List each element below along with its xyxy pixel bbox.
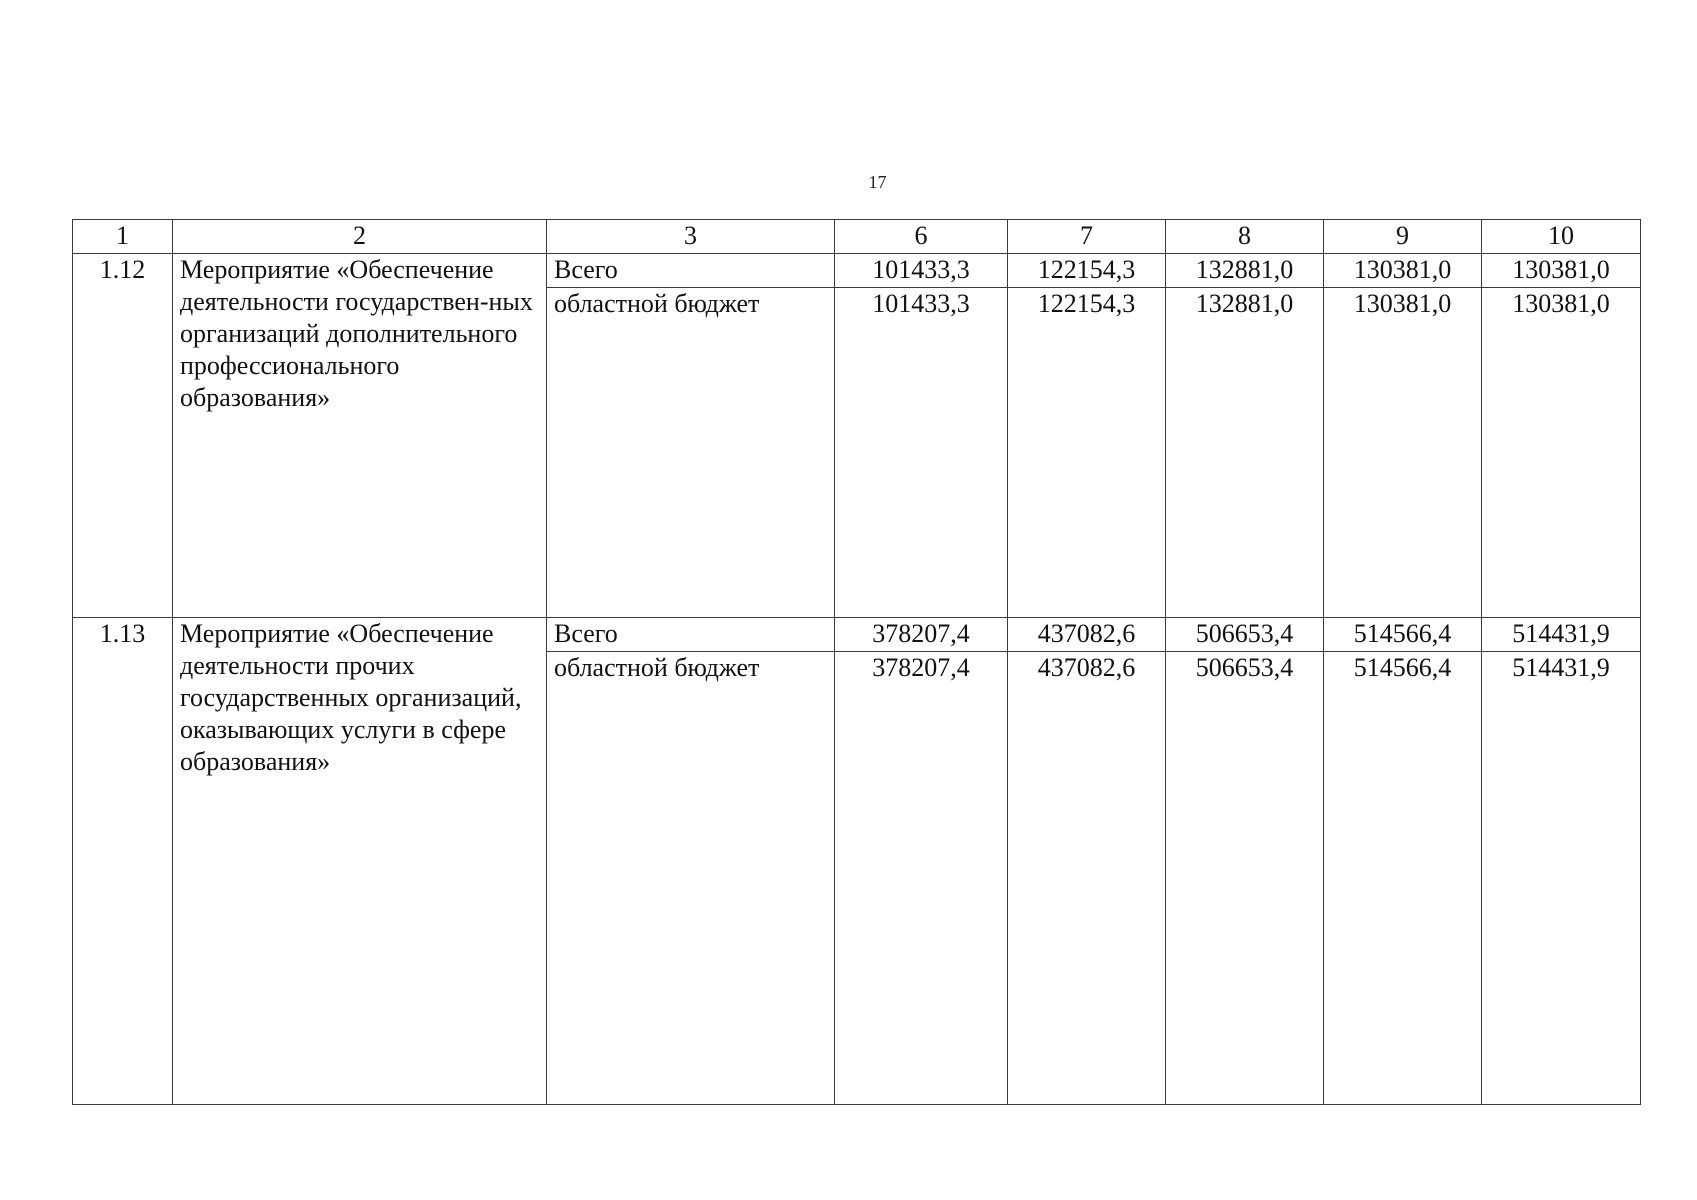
header-cell: 7 (1008, 220, 1166, 254)
header-cell: 10 (1482, 220, 1641, 254)
value-cell: 101433,3 (835, 288, 1008, 618)
value-cell: 132881,0 (1166, 288, 1324, 618)
source-label: областной бюджет (547, 288, 835, 618)
value-cell: 130381,0 (1482, 254, 1641, 288)
value-cell: 122154,3 (1008, 288, 1166, 618)
value-cell: 378207,4 (835, 652, 1008, 1105)
value-cell: 437082,6 (1008, 618, 1166, 652)
value-cell: 130381,0 (1482, 288, 1641, 618)
header-cell: 8 (1166, 220, 1324, 254)
value-cell: 506653,4 (1166, 652, 1324, 1105)
page-number: 17 (868, 172, 887, 192)
header-cell: 9 (1324, 220, 1482, 254)
value-cell: 132881,0 (1166, 254, 1324, 288)
row-name-text: Мероприятие «Обеспечение деятельности прочих государственных организаций, оказывающих услуги в сфере образования» (180, 619, 522, 776)
source-label: Всего (547, 254, 835, 288)
value-cell: 514431,9 (1482, 652, 1641, 1105)
source-label: Всего (547, 618, 835, 652)
value-cell: 101433,3 (835, 254, 1008, 288)
value-cell: 130381,0 (1324, 288, 1482, 618)
header-row (73, 220, 1641, 254)
row-name (173, 618, 547, 1105)
value-cell: 437082,6 (1008, 652, 1166, 1105)
table-row (73, 618, 1641, 652)
budget-table (72, 219, 1641, 1105)
value-cell: 378207,4 (835, 618, 1008, 652)
source-label: областной бюджет (547, 652, 835, 1105)
value-cell: 514431,9 (1482, 618, 1641, 652)
value-cell: 122154,3 (1008, 254, 1166, 288)
header-cell: 2 (173, 220, 547, 254)
value-cell: 130381,0 (1324, 254, 1482, 288)
value-cell: 506653,4 (1166, 618, 1324, 652)
row-index: 1.12 (73, 254, 173, 618)
value-cell: 514566,4 (1324, 618, 1482, 652)
row-index: 1.13 (73, 618, 173, 1105)
value-cell: 514566,4 (1324, 652, 1482, 1105)
row-name (173, 254, 547, 618)
row-name-text: Мероприятие «Обеспечение деятельности государствен-ных организаций дополнительного профессионального образования» (180, 255, 533, 412)
header-cell: 1 (73, 220, 173, 254)
header-cell: 6 (835, 220, 1008, 254)
table-row (73, 254, 1641, 288)
header-cell: 3 (547, 220, 835, 254)
